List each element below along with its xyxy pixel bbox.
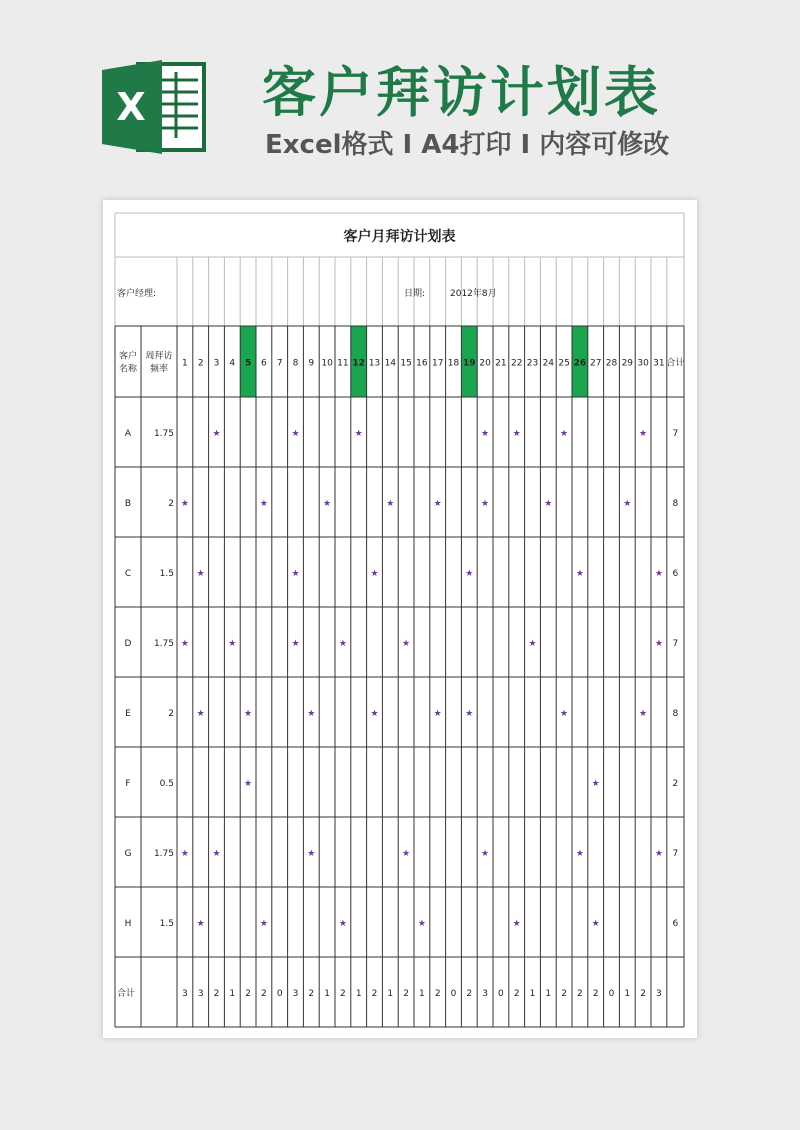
day-total-22: 2	[513, 989, 520, 999]
day-total-5: 2	[245, 989, 251, 999]
visit-star-icon: ★	[196, 919, 205, 929]
header-day-28: 28	[605, 358, 618, 369]
visit-schedule-table	[103, 200, 697, 1038]
row-total: 6	[672, 569, 679, 579]
day-total-7: 0	[276, 989, 283, 999]
visit-star-icon: ★	[196, 569, 205, 579]
visit-star-icon: ★	[180, 849, 189, 859]
header-day-3: 3	[213, 358, 220, 369]
visit-star-icon: ★	[386, 499, 395, 509]
row-frequency: 2	[168, 709, 174, 719]
page-title: 客户拜访计划表	[262, 61, 661, 124]
visit-star-icon: ★	[338, 919, 347, 929]
day-total-6: 2	[261, 989, 267, 999]
visit-star-icon: ★	[623, 499, 632, 509]
row-frequency: 1.75	[153, 639, 174, 649]
row-customer-name: F	[125, 779, 131, 789]
header-day-31: 31	[653, 358, 665, 369]
header-day-14: 14	[384, 358, 397, 369]
row-total: 7	[672, 849, 679, 859]
visit-star-icon: ★	[291, 429, 300, 439]
day-total-14: 1	[387, 989, 394, 999]
header-day-29: 29	[621, 358, 634, 369]
header-day-22: 22	[510, 358, 523, 369]
visit-star-icon: ★	[575, 569, 584, 579]
date-label: 日期:	[404, 289, 426, 299]
visit-star-icon: ★	[654, 849, 663, 859]
visit-star-icon: ★	[212, 849, 221, 859]
day-total-4: 1	[229, 989, 236, 999]
header-day-27: 27	[589, 358, 602, 369]
header-total: 合计	[666, 358, 685, 369]
day-total-19: 2	[466, 989, 473, 999]
visit-star-icon: ★	[402, 849, 411, 859]
row-frequency: 1.75	[153, 429, 174, 439]
manager-label: 客户经理:	[117, 289, 157, 299]
visit-star-icon: ★	[291, 569, 300, 579]
visit-star-icon: ★	[639, 709, 648, 719]
header-day-13: 13	[368, 358, 381, 369]
day-total-18: 0	[450, 989, 457, 999]
visit-star-icon: ★	[212, 429, 221, 439]
visit-star-icon: ★	[259, 919, 268, 929]
row-customer-name: C	[124, 569, 132, 579]
visit-star-icon: ★	[180, 499, 189, 509]
visit-star-icon: ★	[433, 499, 442, 509]
day-total-15: 2	[403, 989, 409, 999]
row-total: 8	[672, 709, 679, 719]
day-total-25: 2	[561, 989, 567, 999]
visit-star-icon: ★	[591, 779, 600, 789]
row-frequency: 0.5	[159, 779, 174, 789]
day-total-26: 2	[577, 989, 583, 999]
date-value: 2012年8月	[450, 289, 497, 299]
day-total-12: 1	[355, 989, 362, 999]
visit-star-icon: ★	[528, 639, 537, 649]
day-total-29: 1	[624, 989, 631, 999]
row-customer-name: G	[124, 849, 132, 859]
row-total: 6	[672, 919, 679, 929]
visit-star-icon: ★	[180, 639, 189, 649]
header-day-12: 12	[352, 358, 365, 369]
header-day-23: 23	[526, 358, 539, 369]
row-customer-name: H	[124, 919, 132, 929]
row-frequency: 2	[168, 499, 174, 509]
visit-star-icon: ★	[654, 639, 663, 649]
header-day-21: 21	[495, 358, 507, 369]
row-customer-name: D	[124, 639, 132, 649]
header-day-9: 9	[308, 358, 315, 369]
header-day-4: 4	[229, 358, 236, 369]
header-day-26: 26	[573, 358, 587, 369]
visit-star-icon: ★	[654, 569, 663, 579]
visit-star-icon: ★	[639, 429, 648, 439]
visit-star-icon: ★	[402, 639, 411, 649]
visit-star-icon: ★	[338, 639, 347, 649]
sheet-title: 客户月拜访计划表	[343, 229, 456, 245]
header-frequency-line2: 频率	[149, 364, 169, 375]
visit-star-icon: ★	[417, 919, 426, 929]
logo-letter: X	[116, 85, 146, 129]
row-total: 8	[672, 499, 679, 509]
day-total-2: 3	[197, 989, 204, 999]
excel-logo-icon	[102, 58, 208, 156]
visit-star-icon: ★	[196, 709, 205, 719]
header-day-5: 5	[244, 358, 252, 369]
day-total-28: 0	[608, 989, 615, 999]
row-customer-name: E	[125, 709, 131, 719]
visit-star-icon: ★	[244, 709, 253, 719]
visit-star-icon: ★	[291, 639, 300, 649]
visit-star-icon: ★	[323, 499, 332, 509]
visit-star-icon: ★	[244, 779, 253, 789]
day-total-8: 3	[292, 989, 299, 999]
row-frequency: 1.5	[159, 919, 174, 929]
day-total-1: 3	[182, 989, 188, 999]
visit-star-icon: ★	[307, 709, 316, 719]
visit-star-icon: ★	[591, 919, 600, 929]
header-day-30: 30	[637, 358, 649, 369]
visit-star-icon: ★	[481, 429, 490, 439]
visit-star-icon: ★	[433, 709, 442, 719]
header-day-7: 7	[276, 358, 283, 369]
visit-star-icon: ★	[575, 849, 584, 859]
header-day-16: 16	[416, 358, 428, 369]
day-total-31: 3	[656, 989, 662, 999]
row-customer-name: A	[124, 429, 132, 439]
header-day-10: 10	[321, 358, 333, 369]
day-total-11: 2	[340, 989, 346, 999]
day-total-10: 1	[324, 989, 330, 999]
day-total-17: 2	[434, 989, 441, 999]
visit-star-icon: ★	[307, 849, 316, 859]
visit-star-icon: ★	[465, 709, 474, 719]
day-total-24: 1	[545, 989, 552, 999]
header-day-8: 8	[292, 358, 299, 369]
visit-star-icon: ★	[354, 429, 363, 439]
day-total-3: 2	[213, 989, 220, 999]
visit-star-icon: ★	[370, 709, 379, 719]
row-total: 7	[672, 429, 679, 439]
visit-star-icon: ★	[560, 709, 569, 719]
visit-star-icon: ★	[228, 639, 237, 649]
header-customer-name-line1: 客户	[118, 351, 138, 362]
day-total-30: 2	[640, 989, 646, 999]
header-day-18: 18	[447, 358, 460, 369]
day-total-20: 3	[482, 989, 488, 999]
visit-star-icon: ★	[259, 499, 268, 509]
row-frequency: 1.5	[159, 569, 174, 579]
row-total: 7	[672, 639, 679, 649]
visit-star-icon: ★	[465, 569, 474, 579]
visit-star-icon: ★	[481, 499, 490, 509]
header-day-24: 24	[542, 358, 555, 369]
header-day-2: 2	[197, 358, 204, 369]
header-customer-name-line2: 名称	[118, 364, 138, 375]
visit-star-icon: ★	[560, 429, 569, 439]
visit-star-icon: ★	[544, 499, 553, 509]
header-day-17: 17	[431, 358, 444, 369]
day-total-13: 2	[371, 989, 378, 999]
total-row-label: 合计	[117, 989, 136, 999]
header-day-6: 6	[261, 358, 267, 369]
header-frequency-line1: 周拜访	[145, 351, 173, 362]
visit-star-icon: ★	[370, 569, 379, 579]
header-day-19: 19	[463, 358, 476, 369]
visit-star-icon: ★	[481, 849, 490, 859]
page-subtitle: Excel格式 I A4打印 I 内容可修改	[265, 130, 670, 160]
day-total-9: 2	[308, 989, 315, 999]
row-customer-name: B	[124, 499, 132, 509]
header-day-20: 20	[479, 358, 491, 369]
row-total: 2	[672, 779, 679, 789]
header-day-25: 25	[558, 358, 570, 369]
header-day-11: 11	[337, 358, 349, 369]
row-frequency: 1.75	[153, 849, 174, 859]
day-total-21: 0	[498, 989, 504, 999]
spreadsheet-paper	[103, 200, 697, 1038]
day-total-16: 1	[419, 989, 425, 999]
day-total-27: 2	[592, 989, 599, 999]
visit-star-icon: ★	[512, 919, 521, 929]
day-total-23: 1	[529, 989, 536, 999]
visit-star-icon: ★	[512, 429, 521, 439]
header-day-1: 1	[182, 358, 188, 369]
header-day-15: 15	[400, 358, 412, 369]
